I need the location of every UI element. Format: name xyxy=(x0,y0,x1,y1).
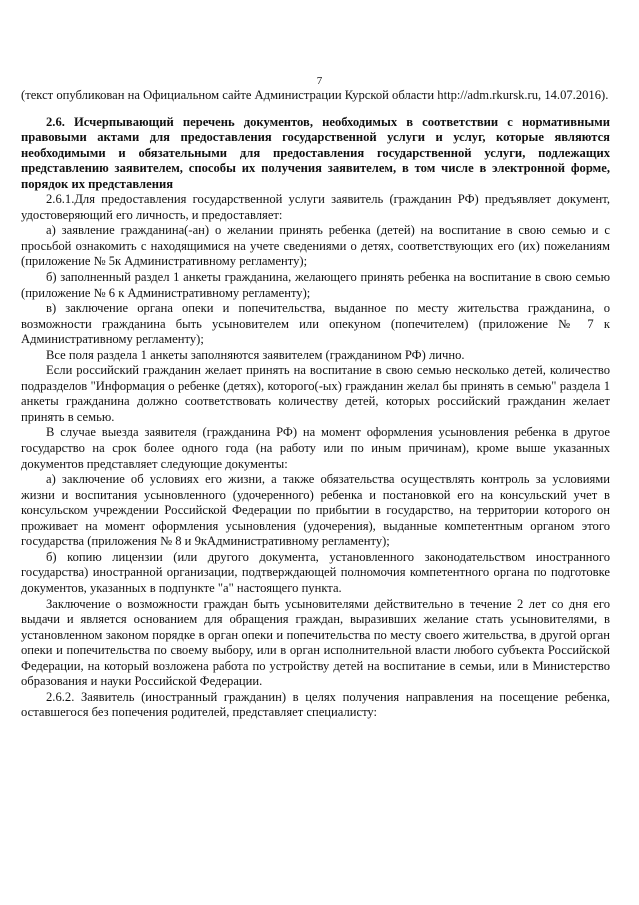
paragraph-questionnaire-fields: Все поля раздела 1 анкеты заполняются заявителем (гражданином РФ) лично. xyxy=(46,347,465,362)
page-number: 7 xyxy=(316,75,323,87)
list-item-a: а) заявление гражданина(-ан) о желании принять ребенка (детей) на воспитание в свою семью и с просьбой ознакомить с находящимися на учете сведениями о детях, соответствующих его (их) пожеланиям (приложение № 5к Административному регламенту); xyxy=(21,223,610,269)
list-item-abroad-a: а) заключение об условиях его жизни, а также обязательства осуществлять контроль за условиями жизни и воспитания усыновленного (удочеренного) ребенка и постановкой его на консульский учет в консульском учреждении Российской Федерации по прибытии в государство, на территории которого он проживает на момент оформления усыновления (удочерения), выданные компетентным органом этого государства (приложения № 8 и 9кАдминистративному регламенту); xyxy=(21,472,610,549)
list-item-v: в) заключение органа опеки и попечительства, выданное по месту жительства гражданина, о возможности гражданина быть усыновителем или опекуном (попечителем) (приложение № 7 к Административному регламенту); xyxy=(21,301,610,347)
document-body xyxy=(21,88,610,721)
paragraph-2-6-2: 2.6.2. Заявитель (иностранный гражданин) в целях получения направления на посещение ребенка, оставшегося без попечения родителей, представляет специалисту: xyxy=(21,689,610,720)
paragraph-several-children: Если российский гражданин желает принять на воспитание в свою семью несколько детей, количество подразделов "Информация о ребенке (детях), которого(-ых) гражданин желал бы принять в семью" раздела 1 анкеты гражданина должно соответствовать количеству детей, которых российский гражданин желает принять в семью. xyxy=(21,363,610,424)
paragraph-departure-abroad: В случае выезда заявителя (гражданина РФ) на момент оформления усыновления ребенка в другое государство на срок более одного года (на работу или по иным причинам), кроме выше указанных документов представляет следующие документы: xyxy=(21,425,610,471)
list-item-b: б) заполненный раздел 1 анкеты гражданина, желающего принять ребенка на воспитание в свою семью (приложение № 6 к Административному регламенту); xyxy=(21,270,610,300)
section-heading-2-6: 2.6. Исчерпывающий перечень документов, необходимых в соответствии с нормативными правовыми актами для предоставления государственной услуги и услуг, которые являются необходимыми и обязательными для предоставления государственной услуги, подлежащих представлению заявителем, способы их получения заявителем, в том числе в электронной форме, порядок их представления xyxy=(21,114,610,191)
paragraph-conclusion-validity: Заключение о возможности граждан быть усыновителями действительно в течение 2 лет со дня его выдачи и является основанием для обращения граждан, выразивших желание стать усыновителями, в установленном законом порядке в орган опеки и попечительства по месту своего жительства, в другой орган опеки и попечительства по своему выбору, или в орган исполнительной власти любого субъекта Российской Федерации, на который возложена работа по устройству детей на воспитание в семьи, или в Министерство образования и науки Российской Федерации. xyxy=(21,596,610,689)
paragraph-2-6-1: 2.6.1.Для предоставления государственной услуги заявитель (гражданин РФ) предъявляет документ, удостоверяющий его личность, и предоставляет: xyxy=(21,192,610,222)
publication-note: (текст опубликован на Официальном сайте Администрации Курской области http://adm.rkursk.ru, 14.07.2016). xyxy=(21,88,609,102)
list-item-abroad-b: б) копию лицензии (или другого документа, установленного законодательством иностранного государства) иностранной организации, подтверждающей полномочия компетентного органа по подготовке документов, указанных в подпункте "а" настоящего пункта. xyxy=(21,549,610,595)
